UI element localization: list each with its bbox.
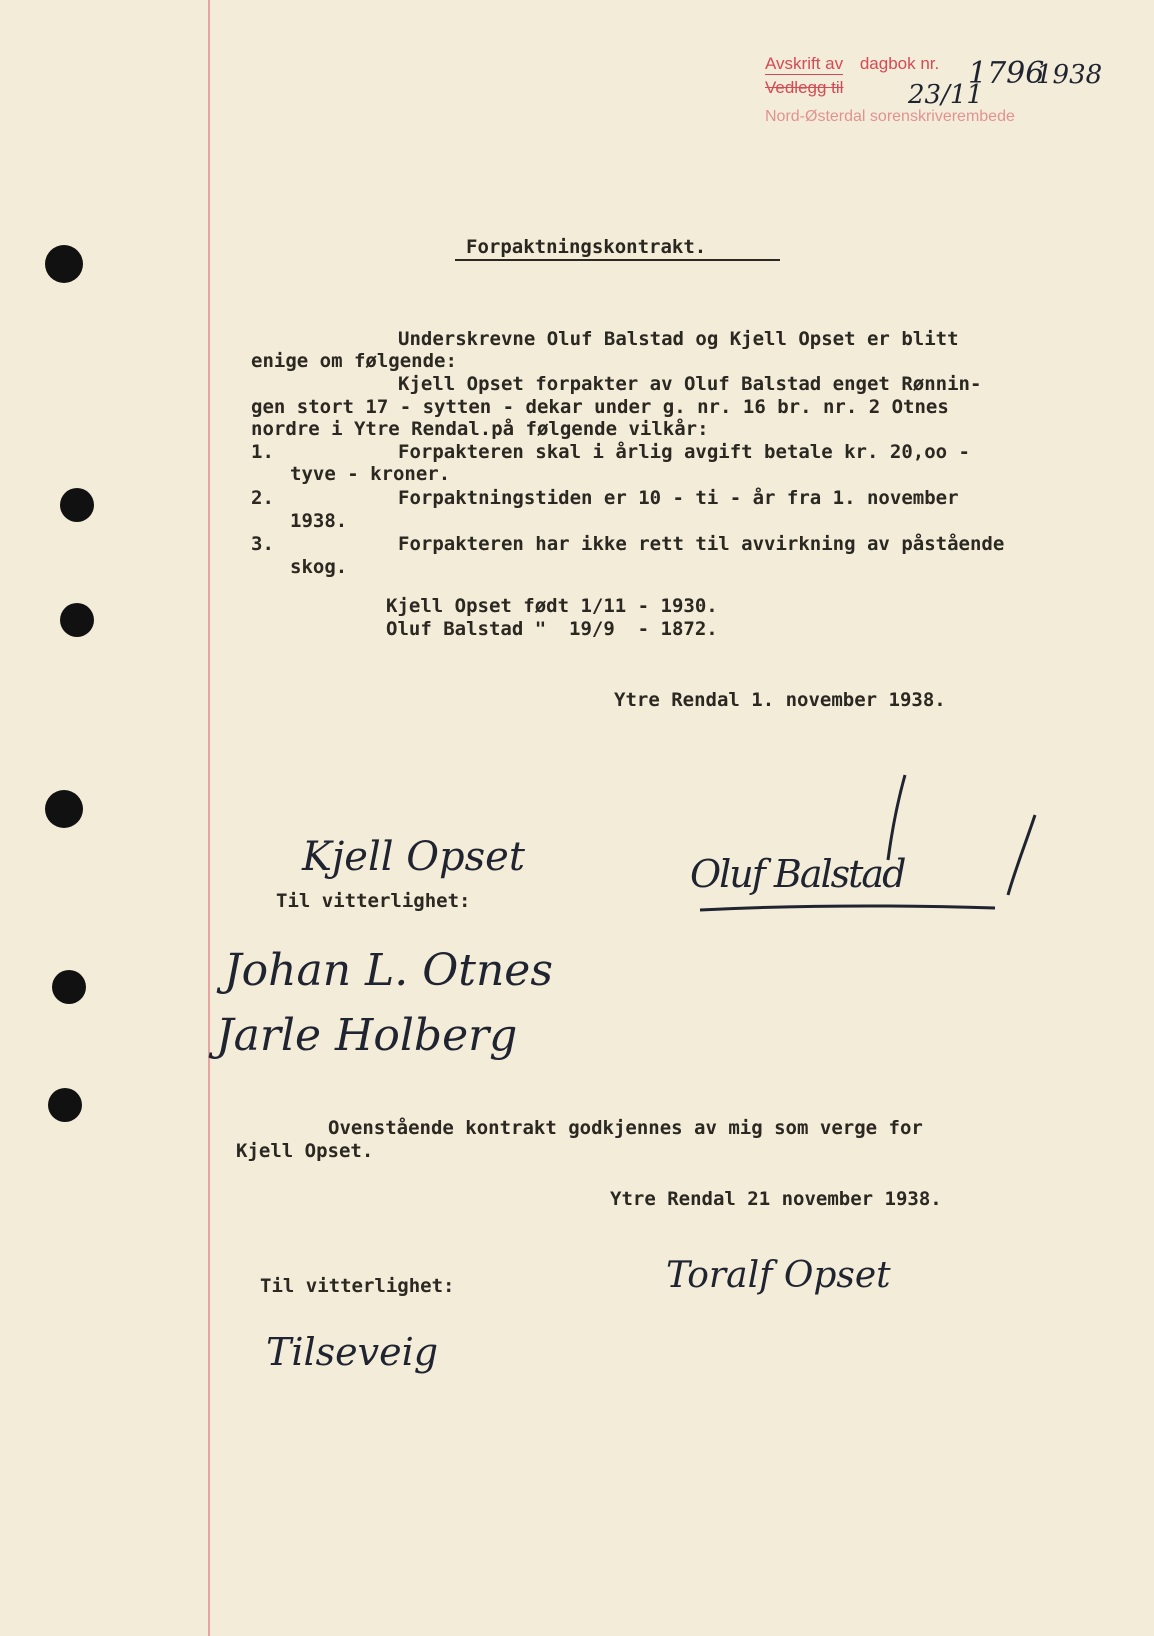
punch-hole (60, 603, 94, 637)
signature-jarle-holberg: Jarle Holberg (216, 1010, 518, 1061)
text-line: tyve - kroner. (290, 463, 451, 485)
text-line: 1938. (290, 510, 348, 532)
text-line: Underskrevne Oluf Balstad og Kjell Opset er blitt (398, 328, 959, 350)
signature-toralf-opset: Toralf Opset (666, 1255, 891, 1296)
stamp-line-3: Nord-Østerdal sorenskriverembede (765, 108, 1015, 125)
document-title: Forpaktningskontrakt. (466, 236, 707, 258)
signature-oluf-text: Oluf Balstad (690, 852, 905, 896)
text-line: Forpakteren skal i årlig avgift betale kr. 20,oo - (398, 441, 970, 463)
stamp-year: 1938 (1036, 60, 1103, 90)
text-line: gen stort 17 - sytten - dekar under g. nr. 16 br. nr. 2 Otnes (251, 396, 949, 418)
text-line: Kjell Opset. (236, 1140, 374, 1162)
punch-hole (48, 1088, 82, 1122)
witness-label: Til vitterlighet: (260, 1275, 455, 1297)
margin-line (208, 0, 210, 1636)
stamp-line-1a: Avskrift av (765, 54, 844, 73)
text-line: skog. (290, 556, 348, 578)
text-line: Kjell Opset født 1/11 - 1930. (386, 595, 718, 617)
text-line: Ovenstående kontrakt godkjennes av mig som verge for (328, 1117, 923, 1139)
title-underline (455, 259, 780, 261)
list-number: 2. (251, 487, 274, 509)
signature-witness: Tilseveig (266, 1330, 439, 1374)
text-line: Kjell Opset forpakter av Oluf Balstad enget Rønnin- (398, 373, 982, 395)
witness-label: Til vitterlighet: (276, 890, 471, 912)
stamp-line-1b: dagbok nr. (859, 54, 940, 73)
signature-johan-otnes: Johan L. Otnes (224, 945, 553, 996)
list-number: 3. (251, 533, 274, 555)
text-line: Forpaktningstiden er 10 - ti - år fra 1. november (398, 487, 959, 509)
faded-letterhead (222, 18, 552, 58)
text-line: Forpakteren har ikke rett til avvirkning av påstående (398, 533, 1005, 555)
place-date: Ytre Rendal 21 november 1938. (610, 1188, 942, 1210)
punch-hole (45, 245, 83, 283)
signature-kjell-opset: Kjell Opset (302, 834, 525, 880)
text-line: enige om følgende: (251, 350, 457, 372)
place-date: Ytre Rendal 1. november 1938. (614, 689, 946, 711)
stamp-date: 23/11 (908, 80, 983, 110)
text-line: Oluf Balstad " 19/9 - 1872. (386, 618, 718, 640)
list-number: 1. (251, 441, 274, 463)
stamp-line-2: Vedlegg til (765, 78, 844, 97)
text-line: nordre i Ytre Rendal.på følgende vilkår: (251, 418, 709, 440)
punch-hole (60, 488, 94, 522)
punch-hole (52, 970, 86, 1004)
stamp-number: 1796 (968, 56, 1045, 91)
punch-hole (45, 790, 83, 828)
